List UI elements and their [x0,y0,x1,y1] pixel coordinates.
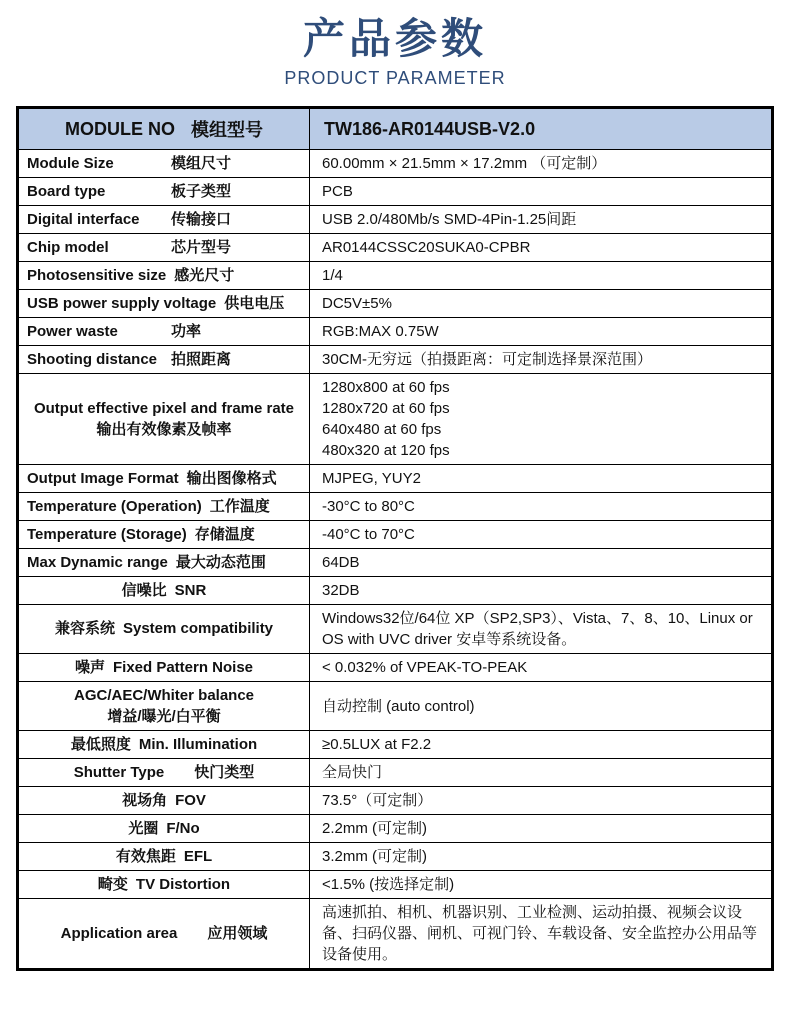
row-label-cell [18,150,310,178]
row-label-cell [18,605,310,654]
row-label [27,294,301,314]
table-row [18,549,773,577]
table-row [18,150,773,178]
table-row [18,605,773,654]
table-row [18,787,773,815]
row-label-zh: 噪声 [74,658,105,676]
table-row [18,465,773,493]
row-label-zh: 存储温度 [194,525,255,543]
row-label-en: FOV [175,791,206,809]
row-value-cell [310,262,773,290]
row-value-line: Windows32位/64位 XP（SP2,SP3）、Vista、7、8、10、Linux or OS with UVC driver 安卓等系统设备。 [322,610,753,649]
table-row [18,577,773,605]
row-value-cell [310,178,773,206]
row-value-line: -40°C to 70°C [322,526,415,544]
row-label-cell [18,654,310,682]
row-label [27,619,301,639]
row-label [27,154,301,174]
row-label-cell [18,178,310,206]
module-no-label-zh: 模组型号 [191,120,263,141]
row-value-line: 60.00mm × 21.5mm × 17.2mm （可定制） [322,155,607,173]
row-label [27,266,301,286]
row-label-en: USB power supply voltage [27,294,217,312]
row-label [27,553,301,573]
row-label-zh: 有效焦距 [115,847,176,865]
row-label-en: Application area [60,924,178,942]
table-row [18,759,773,787]
table-row [18,654,773,682]
row-value-line: MJPEG, YUY2 [322,470,421,488]
row-value-line: <1.5% (按选择定制) [322,876,455,894]
row-value-cell [310,465,773,493]
row-label-cell [18,731,310,759]
row-label-zh: 输出有效像素及帧率 [96,421,232,439]
row-label-zh: 输出图像格式 [186,469,277,487]
row-label-cell [18,374,310,465]
row-value-cell [310,493,773,521]
row-label-cell [18,493,310,521]
row-label-cell [18,815,310,843]
table-row [18,262,773,290]
row-label-en: Max Dynamic range [27,553,168,571]
module-no-header-cell [18,108,310,150]
row-label-cell [18,843,310,871]
row-value-cell [310,815,773,843]
row-label [27,791,301,811]
row-label-zh: 光圈 [128,819,159,837]
row-label [27,182,301,202]
row-label-en: EFL [183,847,213,865]
row-value-cell [310,290,773,318]
row-label-cell [18,759,310,787]
table-header-row [18,108,773,150]
row-label [27,735,301,755]
table-row [18,346,773,374]
row-label [27,847,301,867]
row-label-zh: 最大动态范围 [175,553,266,571]
row-label-cell [18,206,310,234]
row-label-zh: 板子类型 [171,182,232,200]
row-label-cell [18,290,310,318]
row-label-en: Min. Illumination [138,735,258,753]
row-label-en: Temperature (Operation) [27,497,202,515]
row-label-zh: 增益/曝光/白平衡 [107,708,221,726]
table-row [18,290,773,318]
row-value-cell [310,521,773,549]
row-label-zh: 最低照度 [70,735,131,753]
row-label-en: SNR [174,581,207,599]
row-value-cell [310,899,773,970]
row-value-line: 64DB [322,554,360,572]
row-label-zh: 模组尺寸 [171,154,232,172]
row-label [27,350,301,370]
table-row [18,871,773,899]
row-value-line: ≥0.5LUX at F2.2 [322,736,432,754]
table-row [18,318,773,346]
row-label-cell [18,318,310,346]
row-label-en: Module Size [27,154,114,172]
row-label-cell [18,577,310,605]
row-value-line: 1/4 [322,267,343,285]
spec-table-body [18,150,773,970]
row-label-en: Output Image Format [27,469,179,487]
row-value-line: AR0144CSSC20SUKA0-CPBR [322,239,531,257]
row-value-line: 32DB [322,582,360,600]
table-row [18,731,773,759]
module-number: TW186-AR0144USB-V2.0 [324,118,536,139]
row-label-en: Digital interface [27,210,140,228]
row-label-zh: 传输接口 [171,210,232,228]
row-label [27,685,301,727]
row-value-line: -30°C to 80°C [322,498,415,516]
row-label-cell [18,262,310,290]
row-label [27,238,301,258]
row-label [27,581,301,601]
row-label [27,875,301,895]
row-label [27,497,301,517]
row-label-zh: 视场角 [122,791,168,809]
row-value-line: 高速抓拍、相机、机器识别、工业检测、运动拍摄、视频会议设备、扫码仪器、闸机、可视门铃、车载设备、安全监控办公用品等设备使用。 [322,904,758,964]
row-value-line: 全局快门 [322,764,383,782]
row-label-cell [18,682,310,731]
row-label-zh: 应用领域 [207,924,268,942]
row-label-en: Power waste [27,322,118,340]
row-label-en: Chip model [27,238,109,256]
row-label-en: AGC/AEC/Whiter balance [73,687,255,705]
row-value-line: 30CM-无穷远（拍摄距离：可定制选择景深范围） [322,351,653,369]
row-label-zh: 感光尺寸 [174,266,235,284]
row-label-en: Shooting distance [27,350,158,368]
row-value-cell [310,871,773,899]
row-label-zh: 功率 [171,322,202,340]
row-value-line: DC5V±5% [322,295,392,313]
table-row [18,374,773,465]
row-value-line: 3.2mm (可定制) [322,848,428,866]
row-value-line: 2.2mm (可定制) [322,820,428,838]
row-value-line: RGB:MAX 0.75W [322,323,439,341]
row-value-line: 1280x800 at 60 fps [322,379,450,397]
row-value-cell [310,682,773,731]
row-label [27,322,301,342]
table-row [18,178,773,206]
row-value-cell [310,577,773,605]
module-no-label-en: MODULE NO [65,118,175,139]
row-label-cell [18,549,310,577]
row-label-zh: 拍照距离 [171,350,232,368]
row-label-zh: 快门类型 [194,763,255,781]
row-label-en: Board type [27,182,106,200]
row-label [27,819,301,839]
row-label-cell [18,234,310,262]
row-value-cell [310,654,773,682]
row-value-line: 1280x720 at 60 fps [322,400,450,418]
row-label-en: System compatibility [122,620,274,638]
row-value-cell [310,234,773,262]
row-label-en: F/No [166,819,200,837]
spec-table [16,106,774,971]
row-label-en: TV Distortion [135,875,231,893]
table-row [18,521,773,549]
row-label [27,398,301,440]
row-label [27,658,301,678]
row-value-cell [310,318,773,346]
table-row [18,899,773,970]
module-no-header-label [19,116,309,142]
row-label-en: Photosensitive size [27,266,167,284]
title-block [0,16,790,89]
table-row [18,843,773,871]
row-label-cell [18,899,310,970]
row-label-cell [18,871,310,899]
row-label-zh: 畸变 [97,875,128,893]
row-label-cell [18,465,310,493]
table-row [18,682,773,731]
table-row [18,815,773,843]
row-label [27,924,301,944]
row-value-cell [310,787,773,815]
row-value-line: 73.5°（可定制） [322,792,433,810]
row-label [27,469,301,489]
table-row [18,206,773,234]
row-label-en: Fixed Pattern Noise [112,658,254,676]
row-value-cell [310,843,773,871]
row-label-cell [18,787,310,815]
row-label-en: Output effective pixel and frame rate [33,400,295,418]
row-value-cell [310,731,773,759]
row-value-cell [310,549,773,577]
row-label [27,210,301,230]
row-value-line: 480x320 at 120 fps [322,442,450,460]
row-label-zh: 芯片型号 [171,238,232,256]
row-label-cell [18,346,310,374]
row-value-cell [310,759,773,787]
row-label-en: Shutter Type [73,763,165,781]
table-row [18,493,773,521]
row-value-cell [310,374,773,465]
row-label-zh: 供电电压 [224,294,285,312]
row-label [27,763,301,783]
row-value-cell [310,346,773,374]
row-label-zh: 工作温度 [209,497,270,515]
row-label [27,525,301,545]
row-value-line: 自动控制 (auto control) [322,697,475,715]
row-label-zh: 兼容系统 [54,620,115,638]
row-value-cell [310,150,773,178]
row-value-line: USB 2.0/480Mb/s SMD-4Pin-1.25间距 [322,211,577,229]
row-value-cell [310,605,773,654]
row-value-line: < 0.032% of VPEAK-TO-PEAK [322,659,528,677]
module-no-value-cell [310,108,773,150]
table-row [18,234,773,262]
page-title: 产品参数 [302,15,487,62]
row-label-zh: 信噪比 [121,581,167,599]
row-value-cell [310,206,773,234]
row-value-line: 640x480 at 60 fps [322,421,442,439]
row-value-line: PCB [322,183,353,201]
row-label-en: Temperature (Storage) [27,525,187,543]
row-label-cell [18,521,310,549]
page-subtitle: PRODUCT PARAMETER [284,68,506,89]
